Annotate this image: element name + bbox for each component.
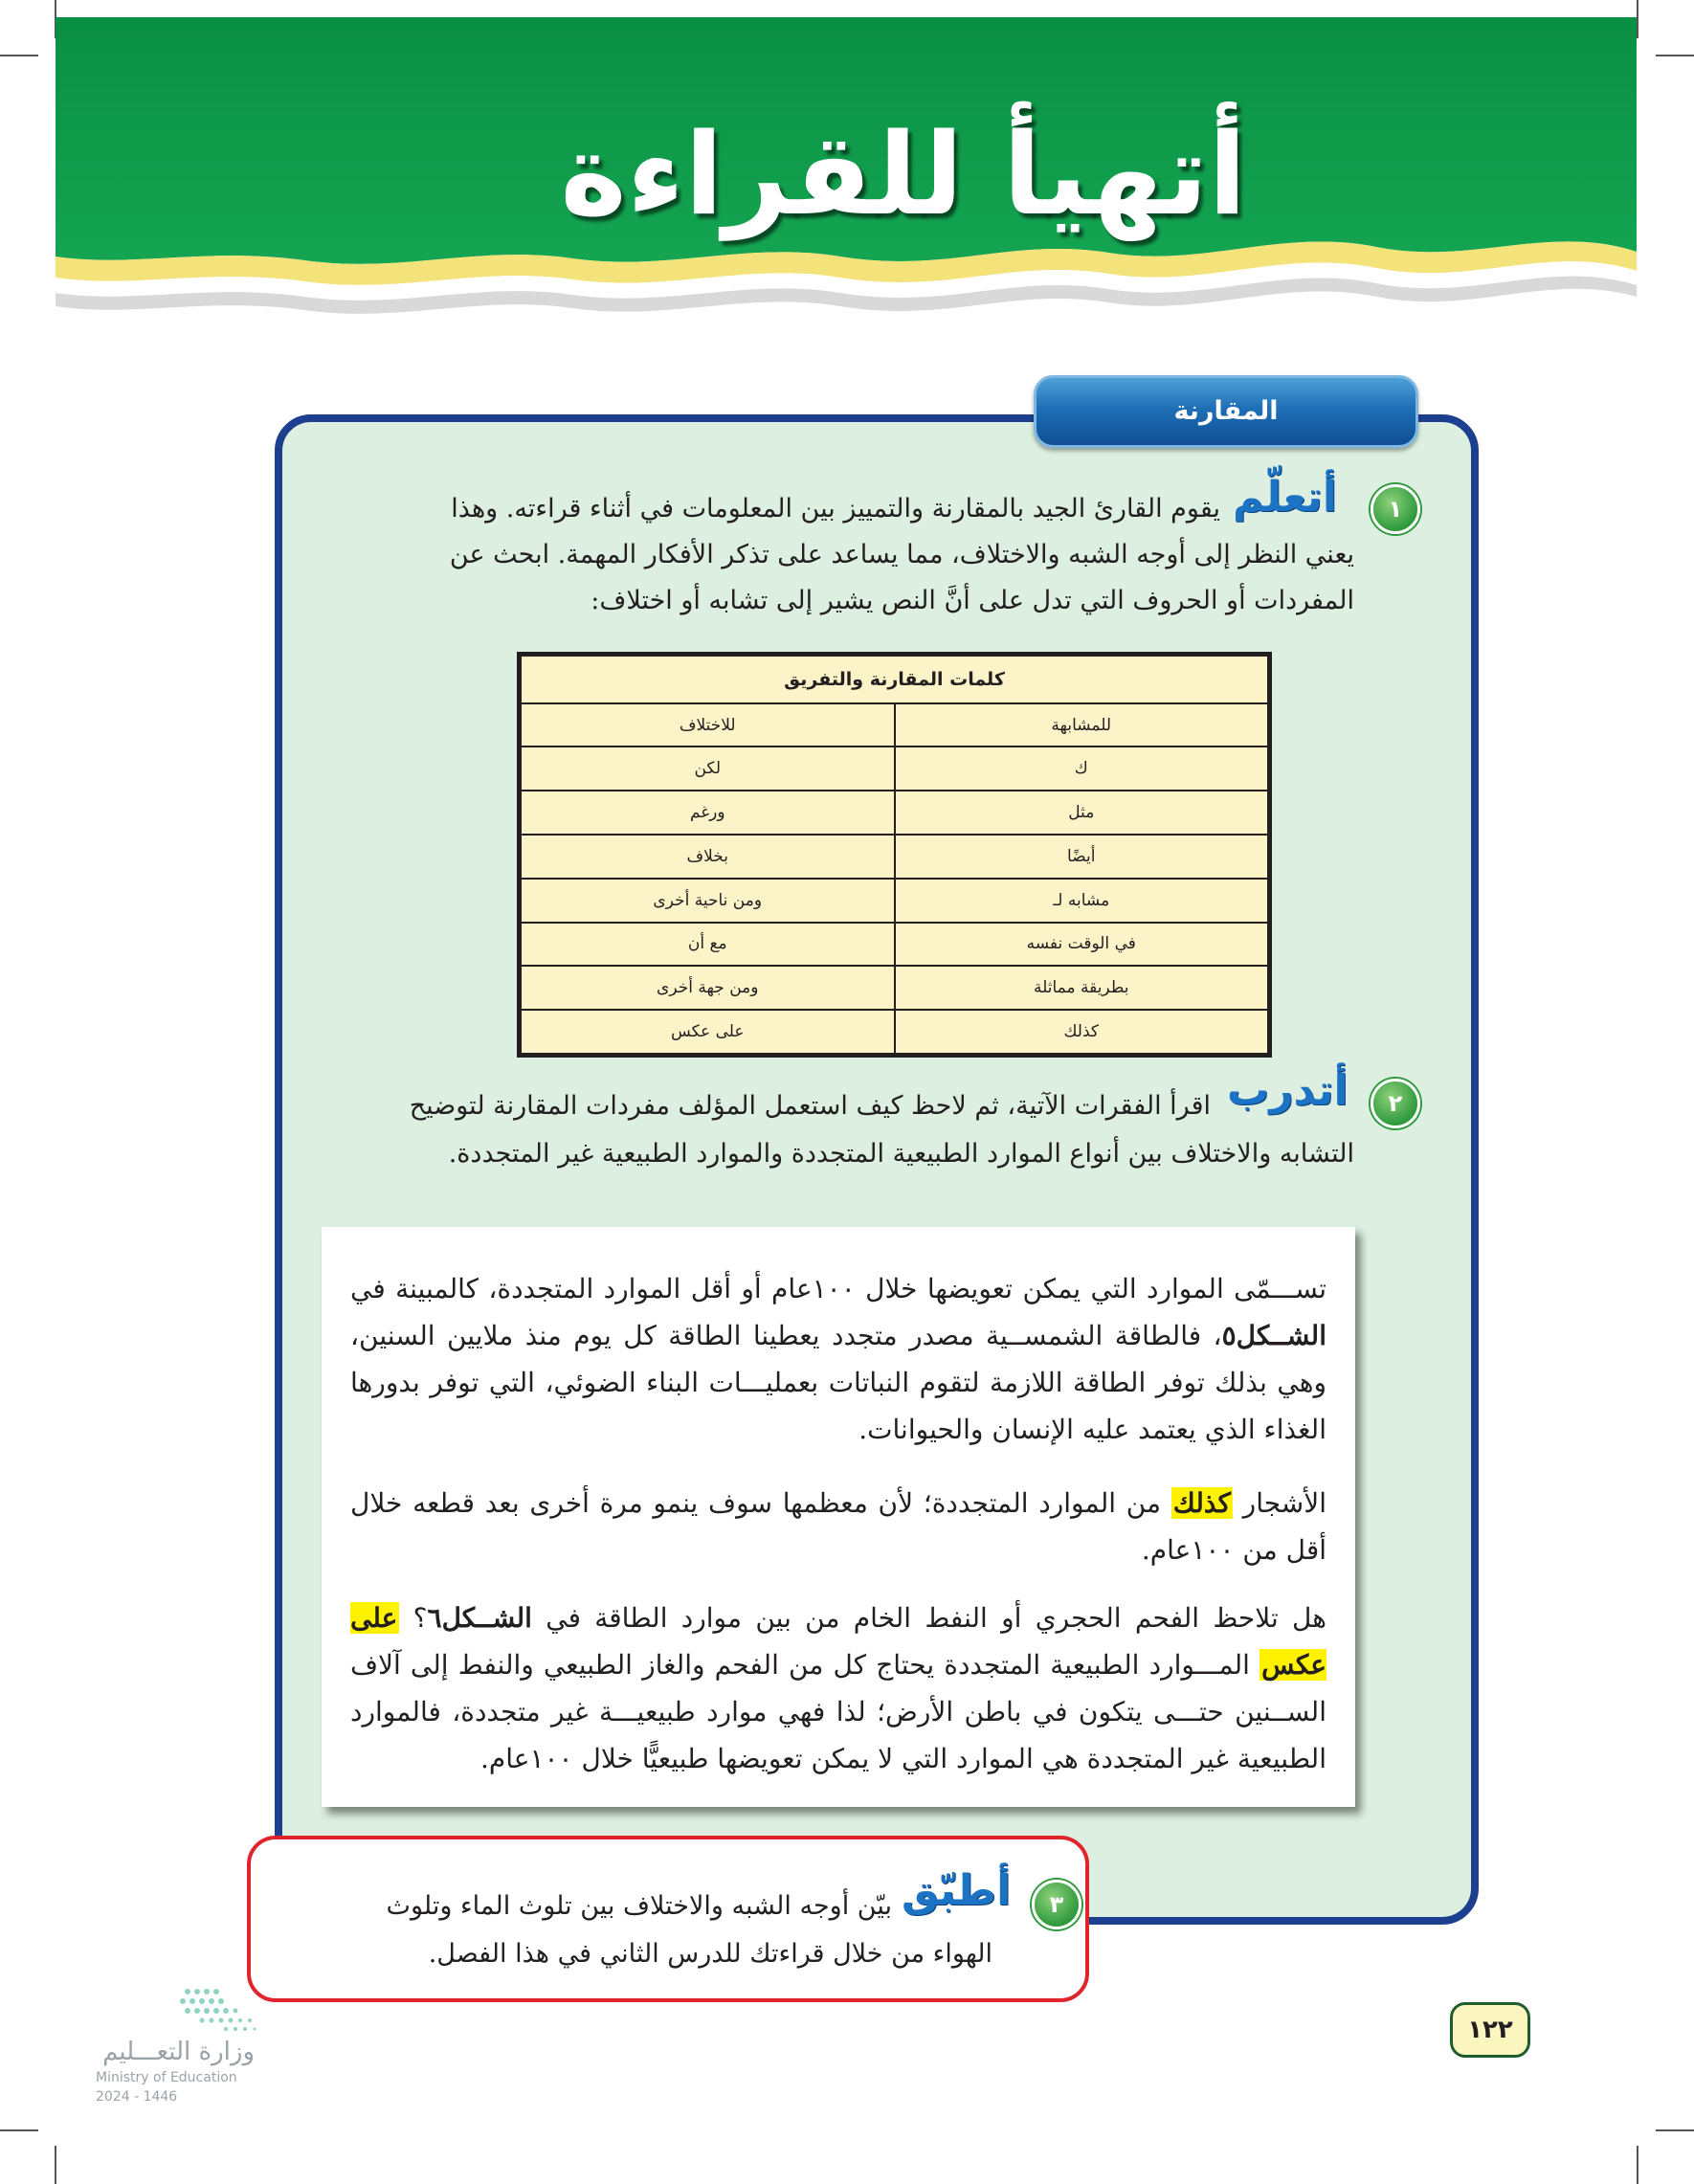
table-row [521, 879, 1268, 923]
table-cell: مثل [895, 791, 1269, 835]
section-number-badge: ٢ [1371, 1079, 1420, 1128]
section-number-badge: ٣ [1032, 1880, 1081, 1929]
table-cell: في الوقت نفسه [895, 923, 1269, 967]
table-cell: ك [895, 747, 1269, 791]
highlighted-keyword: على عكس [350, 1602, 1326, 1681]
reading-text: المـــوارد الطبيعية المتجددة يحتاج كل من الفحم والغاز الطبيعي والنفط إلى آلاف الســنين حتـــى يتكون في باطن الأرض؛ لذا فهي موارد طبيعيـــة غير متجددة، فالموارد الطبيعية غير المتجددة هي الموارد التي لا يمكن تعويضها طبيعيًّا خلال ١٠٠عام. [350, 1649, 1326, 1774]
table-cell: بخلاف [521, 835, 895, 879]
table-cell: ورغم [521, 791, 895, 835]
practice-line-2: التشابه والاختلاف بين أنواع الموارد الطبيعية المتجددة والموارد الطبيعية غير المتجددة. [448, 1139, 1354, 1169]
table-cell: مشابه لـ [895, 879, 1269, 923]
table-header-similarity: للمشابهة [895, 703, 1269, 747]
practice-line-1: اقرأ الفقرات الآتية، ثم لاحظ كيف استعمل المؤلف مفردات المقارنة لتوضيح [409, 1091, 1211, 1121]
table-row [521, 747, 1268, 791]
learn-heading: أتعلّم [1233, 473, 1337, 522]
reading-text: هل تلاحظ الفحم الحجري أو النفط الخام من بين موارد الطاقة في [546, 1602, 1327, 1634]
crop-mark [0, 55, 38, 56]
ministry-dots-icon [92, 1986, 283, 2036]
crop-mark [1637, 2146, 1638, 2184]
reading-paragraph-1 [350, 1265, 1326, 1453]
table-title: كلمات المقارنة والتفريق [521, 656, 1268, 703]
table-row [521, 966, 1268, 1010]
ministry-name-arabic: وزارة التعـــليم [102, 2038, 255, 2066]
table-cell: أيضًا [895, 835, 1269, 879]
crop-mark [55, 2146, 56, 2184]
section-tab: المقارنة [1034, 375, 1418, 448]
table-row [521, 791, 1268, 835]
crop-mark [0, 2129, 38, 2131]
table-cell: على عكس [521, 1010, 895, 1054]
reading-text: الأشجار [1242, 1487, 1327, 1519]
table-cell: ومن ناحية أخرى [521, 879, 895, 923]
crop-mark [1656, 2129, 1694, 2131]
table-cell: كذلك [895, 1010, 1269, 1054]
header-banner [56, 17, 1637, 295]
table-header-difference: للاختلاف [521, 703, 895, 747]
question-mark: ؟ [412, 1602, 428, 1634]
reading-text: من الموارد المتجددة؛ لأن معظمها سوف ينمو مرة أخرى بعد قطعه خلال أقل من ١٠٠عام. [350, 1487, 1326, 1566]
figure-reference: الشــكل٦ [427, 1602, 532, 1634]
reading-card [322, 1227, 1355, 1807]
table-cell: بطريقة مماثلة [895, 966, 1269, 1010]
table-cell: مع أن [521, 923, 895, 967]
highlighted-keyword: كذلك [1172, 1487, 1231, 1519]
figure-reference: الشــكل٥ [1221, 1320, 1326, 1351]
table-cell: لكن [521, 747, 895, 791]
learn-line-2: يعني النظر إلى أوجه الشبه والاختلاف، مما يساعد على تذكر الأفكار المهمة. ابحث عن [449, 540, 1354, 569]
section-number-badge: ١ [1371, 484, 1420, 534]
reading-paragraph-3 [350, 1594, 1326, 1782]
crop-mark [1656, 55, 1694, 56]
reading-text: ، فالطاقة الشمســية مصدر متجدد يعطينا الطاقة كل يوم منذ ملايين السنين، وهي بذلك توفر الطاقة اللازمة لتقوم النباتات بعمليـــات البناء الضوئي، التي توفر بدورها الغذاء الذي يعتمد عليه الإنسان والحيوانات. [350, 1320, 1326, 1445]
apply-line-2: الهواء من خلال قراءتك للدرس الثاني في هذا الفصل. [428, 1939, 992, 1969]
table-cell: ومن جهة أخرى [521, 966, 895, 1010]
page-title: أتهيأ للقراءة [560, 108, 1247, 240]
apply-line-1: بيّن أوجه الشبه والاختلاف بين تلوث الماء وتلوث [386, 1891, 892, 1921]
table-row [521, 1010, 1268, 1054]
crop-mark [1637, 0, 1638, 38]
apply-box [247, 1836, 1089, 2002]
table-row [521, 923, 1268, 967]
apply-heading: أطبّق [902, 1866, 1012, 1915]
reading-paragraph-2 [350, 1480, 1326, 1573]
practice-heading: أتدرب [1227, 1066, 1349, 1115]
ministry-year: 2024 - 1446 [96, 2089, 178, 2105]
ministry-name-english: Ministry of Education [96, 2070, 237, 2085]
learn-line-3: المفردات أو الحروف التي تدل على أنَّ النص يشير إلى تشابه أو اختلاف: [591, 586, 1354, 615]
reading-text: تســـمّى الموارد التي يمكن تعويضها خلال ١٠٠عام أو أقل الموارد المتجددة، كالمبينة في [350, 1273, 1326, 1304]
learn-line-1: يقوم القارئ الجيد بالمقارنة والتمييز بين المعلومات في أثناء قراءته. وهذا [451, 494, 1220, 524]
page-number: ١٢٢ [1450, 2002, 1530, 2058]
table-row [521, 835, 1268, 879]
ministry-logo [92, 1986, 283, 2129]
comparison-table [517, 652, 1272, 1058]
